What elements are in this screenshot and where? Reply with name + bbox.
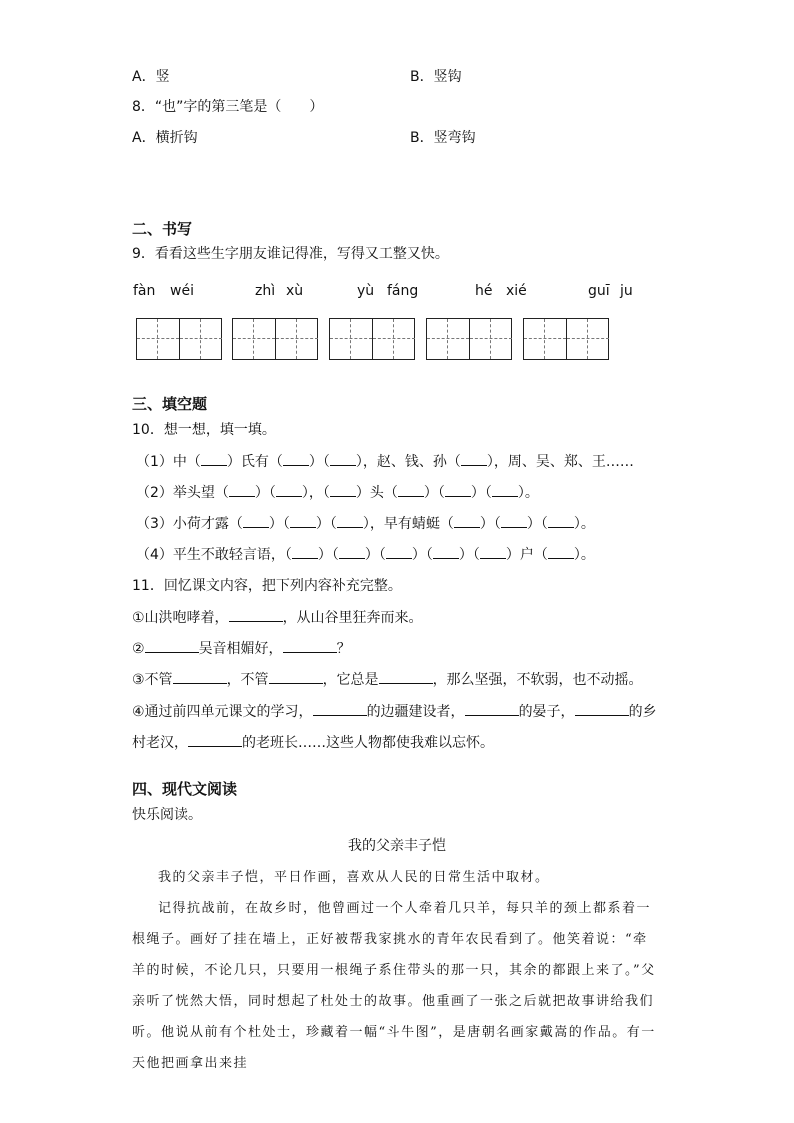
blank[interactable] (276, 484, 302, 497)
q10-line-3: （3）小荷才露（ ）（ ）（ ），早有蜻蜓（ ）（ ）（ ）。 (136, 516, 595, 532)
writing-grid-3[interactable] (329, 318, 415, 360)
passage-paragraph-2: 记得抗战前，在故乡时，他曾画过一个人牵着几只羊，每只羊的颈上都系着一根绳子。画好了挂在墙上，正好被帮我家挑水的青年农民看到了。他笑着说：“牵羊的时候，不论几只，只要用一根绳子系住带头的那一只，其余的都跟上来了。”父亲听了恍然大悟，同时想起了杜处士的故事。他重画了一张之后就把故事讲给我们听。他说从前有个杜处士，珍藏着一幅“斗牛图”，是唐朝名画家戴嵩的作品。有一天他把画拿出来挂 (132, 901, 656, 1071)
q7-option-b: B．竖钩 (410, 69, 462, 85)
answer-line[interactable] (269, 671, 323, 684)
q8-options (132, 129, 692, 147)
blank[interactable] (330, 453, 356, 466)
answer-line[interactable] (145, 640, 199, 653)
q10-line-4-label: （4） (136, 547, 173, 563)
passage-paragraph-1: 我的父亲丰子恺，平日作画，喜欢从人民的日常生活中取材。 (158, 870, 550, 885)
q10-line-2-label: （2） (136, 485, 173, 501)
blank[interactable] (398, 484, 424, 497)
answer-line[interactable] (173, 671, 227, 684)
blank[interactable] (330, 484, 356, 497)
section3-heading: 三、填空题 (132, 395, 208, 413)
q11-fill-4b: 村老汉， 的老班长……这些人物都使我难以忘怀。 (132, 735, 494, 751)
blank[interactable] (337, 515, 363, 528)
q10-line-3-label: （3） (136, 516, 173, 532)
writing-grid-1[interactable] (136, 318, 222, 360)
pinyin-3b: fáng (387, 283, 419, 299)
blank[interactable] (445, 484, 471, 497)
answer-line[interactable] (188, 734, 242, 747)
q9-stem: 9．看看这些生字朋友谁记得准，写得又工整又快。 (132, 246, 449, 262)
pinyin-2a: zhì (255, 283, 276, 299)
pinyin-5b: ju (620, 283, 633, 299)
pinyin-4b: xié (506, 283, 527, 299)
blank[interactable] (501, 515, 527, 528)
writing-grid-2[interactable] (232, 318, 318, 360)
blank[interactable] (229, 484, 255, 497)
answer-line[interactable] (575, 703, 629, 716)
q10-stem: 10．想一想，填一填。 (132, 422, 276, 438)
q11-stem: 11．回忆课文内容，把下列内容补充完整。 (132, 578, 402, 594)
writing-grid-5[interactable] (523, 318, 609, 360)
answer-line[interactable] (283, 640, 337, 653)
blank[interactable] (243, 515, 269, 528)
blank[interactable] (290, 515, 316, 528)
q11-fill-1: ①山洪咆哮着， ，从山谷里狂奔而来。 (132, 610, 423, 626)
answer-line[interactable] (379, 671, 433, 684)
blank[interactable] (292, 546, 318, 559)
q11-fill-2: ② 吴音相媚好， ？ (132, 641, 351, 657)
reading-intro: 快乐阅读。 (132, 807, 202, 823)
pinyin-3a: yù (357, 283, 375, 299)
answer-line[interactable] (465, 703, 519, 716)
blank[interactable] (480, 546, 506, 559)
pinyin-4a: hé (475, 283, 493, 299)
q7-options (132, 68, 692, 86)
blank[interactable] (283, 453, 309, 466)
section2-heading: 二、书写 (132, 220, 193, 238)
q7-option-a: A．竖 (132, 69, 170, 85)
answer-line[interactable] (313, 703, 367, 716)
blank[interactable] (339, 546, 365, 559)
pinyin-1b: wéi (170, 283, 194, 299)
blank[interactable] (201, 453, 227, 466)
blank[interactable] (548, 515, 574, 528)
blank[interactable] (386, 546, 412, 559)
q8-option-b: B．竖弯钩 (410, 130, 476, 146)
pinyin-5a: guī (588, 283, 610, 299)
q8-stem: 8．“也”字的第三笔是（ ） (132, 99, 324, 115)
q11-fill-4a: ④通过前四单元课文的学习， 的边疆建设者， 的晏子， 的乡 (132, 704, 657, 720)
q10-line-1-label: （1） (136, 454, 173, 470)
passage-title: 我的父亲丰子恺 (348, 838, 446, 854)
q10-line-2: （2）举头望（ ）（ ），（ ）头（ ）（ ）（ ）。 (136, 485, 539, 501)
blank[interactable] (548, 546, 574, 559)
blank[interactable] (461, 453, 487, 466)
q10-line-4: （4）平生不敢轻言语，（ ）（ ）（ ）（ ）（ ）户（ ）。 (136, 547, 595, 563)
pinyin-2b: xù (286, 283, 304, 299)
pinyin-1a: fàn (133, 283, 156, 299)
answer-line[interactable] (229, 609, 283, 622)
q8-option-a: A．横折钩 (132, 130, 198, 146)
writing-grid-4[interactable] (426, 318, 512, 360)
q10-line-1: （1）中（ ）氏有（ ）（ ），赵、钱、孙（ ），周、吴、郑、王…… (136, 454, 634, 470)
passage-body (132, 862, 662, 1079)
q11-fill-3: ③不管 ，不管 ，它总是 ，那么坚强，不软弱，也不动摇。 (132, 672, 643, 688)
blank[interactable] (492, 484, 518, 497)
blank[interactable] (454, 515, 480, 528)
blank[interactable] (433, 546, 459, 559)
section4-heading: 四、现代文阅读 (132, 780, 238, 798)
